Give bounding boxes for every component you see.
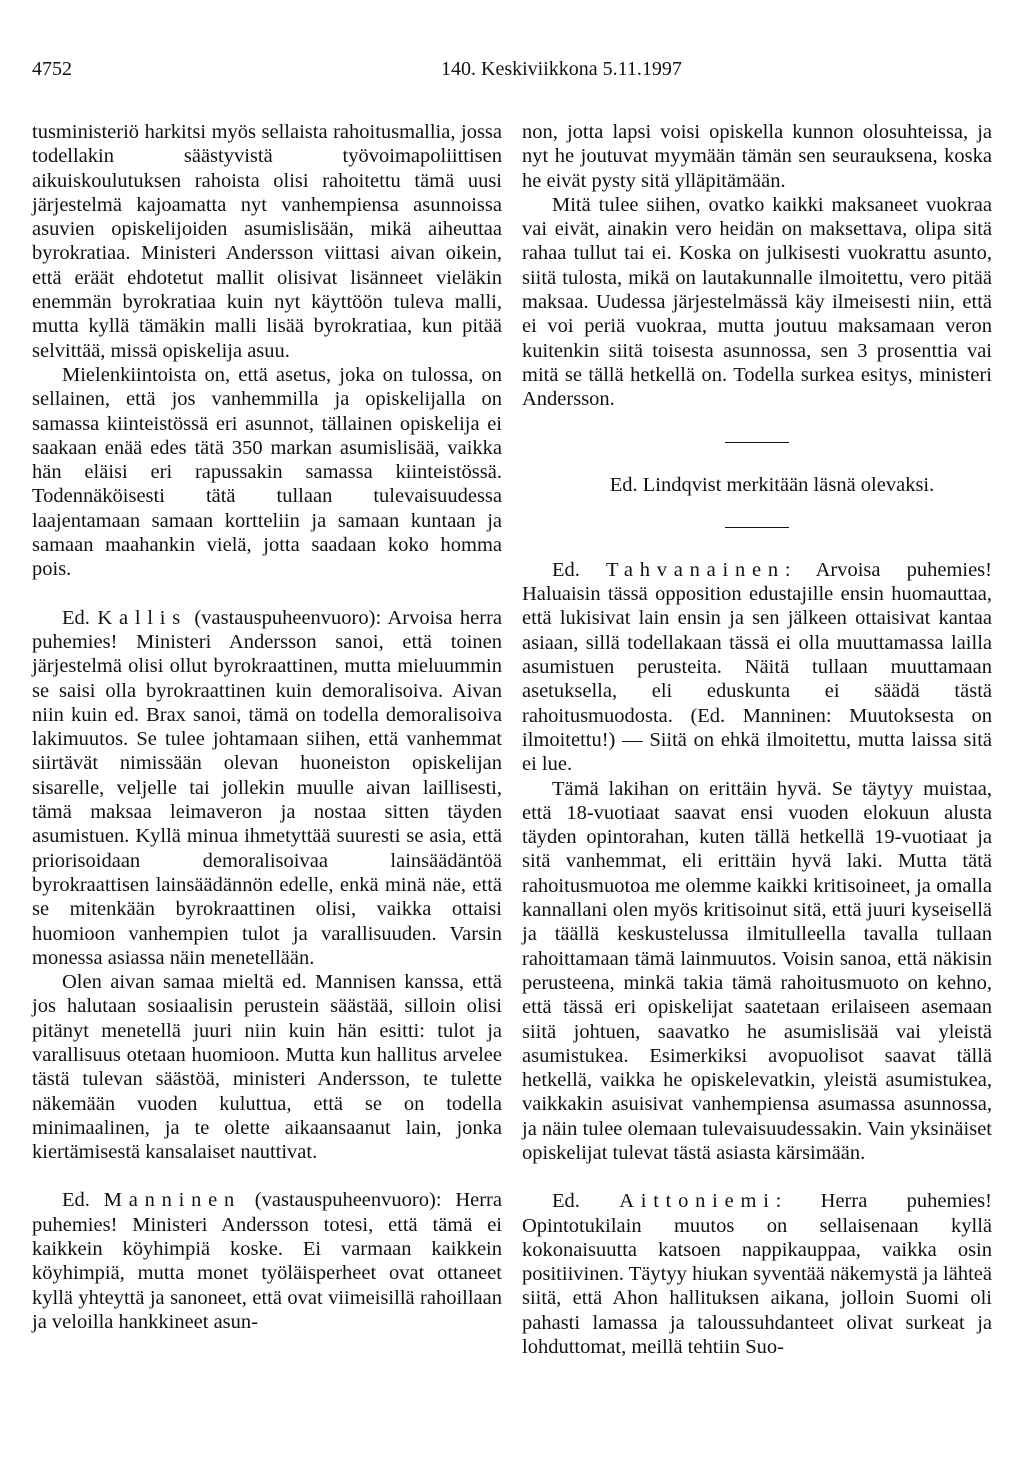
speech-kallis xyxy=(32,606,502,970)
speaker-prefix: Ed. xyxy=(552,558,607,581)
speaker-name: Tahvanainen xyxy=(606,558,785,581)
speech-text: : Arvoisa puhemies! Haluaisin tässä opposition edustajille ensin huomauttaa, että lukisivat lain ensin ja sen jälkeen ottaisivat kantaa asiaan, sillä todellakaan tässä ei olla muuttamassa lailla asumistuen perusteita. Näitä tullaan muuttamaan asetuksella, eli eduskunta ei säädä tästä rahoitusmuodosta. (Ed. Manninen: Muutoksesta on ilmoitettu!) — Siitä on ehkä ilmoitettu, mutta laissa sitä ei lue. xyxy=(522,558,992,776)
page-number: 4752 xyxy=(32,58,72,80)
paragraph: Tämä lakihan on erittäin hyvä. Se täytyy muistaa, että 18-vuotiaat saavat ensi vuoden elokuun alusta täyden opintorahan, kuten tällä hetkellä 19-vuotiaat ja sitä vanhemmat, eli erittäin hyvä laki. Mutta tätä rahoitusmuotoa me olemme kaikki kritisoineet, ja omalla kannallani olen myös kritisoinut sitä, että juuri kyseisellä ja täällä keskustelussa ilmitulleella tavalla tullaan rahoittamaan tämä lainmuutos. Voisin sanoa, että näkisin perusteena, minkä takia tämä rahoitusmuoto on kehno, että tässä eri opiskelijat saatetaan erilaiseen asemaan siitä johtuen, saavatko he asumislisää vai yleistä asumistukea. Esimerkiksi avopuolisot saavat tällä hetkellä, vaikka he opiskelevatkin, yleistä asumistukea, vaikkakin asuisivat vanhempiensa asumassa asunnossa, ja näin tulee olemaan tulevaisuudessakin. Vain yksinäiset opiskelijat tulevat tästä asiasta kärsimään. xyxy=(522,777,992,1164)
attendance-notice: Ed. Lindqvist merkitään läsnä olevaksi. xyxy=(609,473,935,496)
section-divider xyxy=(725,527,789,528)
section-divider xyxy=(725,442,789,443)
speech-aittoniemi xyxy=(522,1189,992,1359)
left-column xyxy=(32,120,502,1334)
paragraph: Olen aivan samaa mieltä ed. Mannisen kanssa, että jos halutaan sosiaalisin perustein säästää, silloin olisi pitänyt menetellä juuri niin kuin hän esitti: tulot ja varallisuus otetaan huomioon. Mutta kun hallitus arvelee tästä tulevan säästöä, ministeri Andersson, te tulette näkemään vuoden kuluttua, että se on todella minimaalinen, ja te olette aikaansaanut lain, jonka kiertämisestä kansalaiset nauttivat. xyxy=(32,971,502,1164)
paragraph: Mitä tulee siihen, ovatko kaikki maksaneet vuokraa vai eivät, ainakin vero heidän on maksettava, olipa sitä rahaa tullut tai ei. Koska on julkisesti vuokrattu asunto, siitä tulosta, mikä on lautakunnalle ilmoitettu, vero pitää maksaa. Uudessa järjestelmässä käy ilmeisesti niin, että ei voi periä vuokraa, mutta joutuu maksamaan veron kuitenkin siitä toisesta asunnossa, sen 3 prosenttia vai mitä se tällä hetkellä on. Todella surkea esitys, ministeri Andersson. xyxy=(522,193,992,411)
speech-manninen xyxy=(32,1188,502,1334)
speaker-prefix: Ed. xyxy=(62,606,98,629)
paragraph: non, jotta lapsi voisi opiskella kunnon olosuhteissa, ja nyt he joutuvat myymään tämän sen seurauksena, koska he eivät pysty sitä ylläpitämään. xyxy=(522,121,992,192)
speaker-name: Aittoniemi xyxy=(619,1190,776,1213)
speaker-prefix: Ed. xyxy=(62,1189,104,1212)
speech-tahvanainen xyxy=(522,558,992,777)
speech-text: (vastauspuheenvuoro): Arvoisa herra puhemies! Ministeri Andersson sanoi, että toinen järjestelmä olisi ollut byrokraattinen, mutta mieluummin se saisi olla byrokraattinen kuin demoralisoiva. Aivan niin kuin ed. Brax sanoi, tämä on todella demoralisoiva lakimuutos. Se tulee johtamaan siihen, että vanhemmat siirtävät nimissään olevan huoneiston opiskelijan sisarelle, veljelle tai jollekin muulle aivan laillisesti, tämä maksaa leimaveron ja nostaa sitten täyden asumistuen. Kyllä minua ihmetyttää suuresti se asia, että priorisoidaan demoralisoivaa lainsäädäntöä byrokraattisen lainsäädännön edelle, enkä minä näe, että se mitenkään byrokraattinen olisi, vaikka ottaisi huomioon vanhempien tulot ja varallisuuden. Varsin monessa asiassa näin menetellään. xyxy=(32,606,502,969)
speech-text: : Herra puhemies! Opintotukilain muutos on sellaisenaan kyllä kokonaisuutta katsoen nappikauppaa, vaikka osin positiivinen. Täytyy hiukan syventää näkemystä ja lähteä siitä, että Ahon hallituksen aikana, jolloin Suomi oli pahasti lamassa ja taloussuhdanteet olivat surkeat ja lohduttomat, meillä tehtiin Suo- xyxy=(522,1190,992,1359)
paragraph: Mielenkiintoista on, että asetus, joka on tulossa, on sellainen, että jos vanhemmilla ja opiskelijalla on samassa kiinteistössä eri asunnot, tällainen opiskelija ei saakaan enää edes tätä 350 markan asumislisää, vaikka hän eläisi eri rapussakin samassa kiinteistössä. Todennäköisesti tätä tullaan tulevaisuudessa laajentamaan samaan kortteliin ja samaan kuntaan ja samaan maahankin vielä, jotta saadaan koko homma pois. xyxy=(32,363,502,581)
speaker-name: Manninen xyxy=(103,1189,241,1212)
speech-text: (vastauspuheenvuoro): Herra puhemies! Ministeri Andersson totesi, että tämä ei kaikkein köyhimpiä koske. Ei varmaan kaikkein köyhimpiä, mutta monet työläisperheet ovat ottaneet kyllä yhteyttä ja sanoneet, että ovat viimeisillä rahoillaan ja veloilla hankkineet asun- xyxy=(32,1189,502,1333)
right-column xyxy=(522,120,992,1359)
speaker-prefix: Ed. xyxy=(552,1190,620,1213)
speaker-name: Kallis xyxy=(97,606,187,629)
session-info: 140. Keskiviikkona 5.11.1997 xyxy=(441,58,682,80)
paragraph: tusministeriö harkitsi myös sellaista rahoitusmallia, jossa todellakin säästyvistä työvoimapoliittisen aikuiskoulutuksen rahoista olisi rahoitettu tämä uusi järjestelmä kajoamatta nyt vanhempiensa asunnoissa asuvien opiskelijoiden asumislisään, mikä aiheuttaa byrokratiaa. Ministeri Andersson viittasi aivan oikein, että eräät ehdotetut mallit olisivat lisänneet vieläkin enemmän byrokratiaa kuin nyt käyttöön tuleva malli, mutta kyllä tämäkin malli lisää byrokratiaa, kun pitää selvittää, missä opiskelija asuu. xyxy=(32,121,502,362)
page-header xyxy=(0,58,1024,88)
